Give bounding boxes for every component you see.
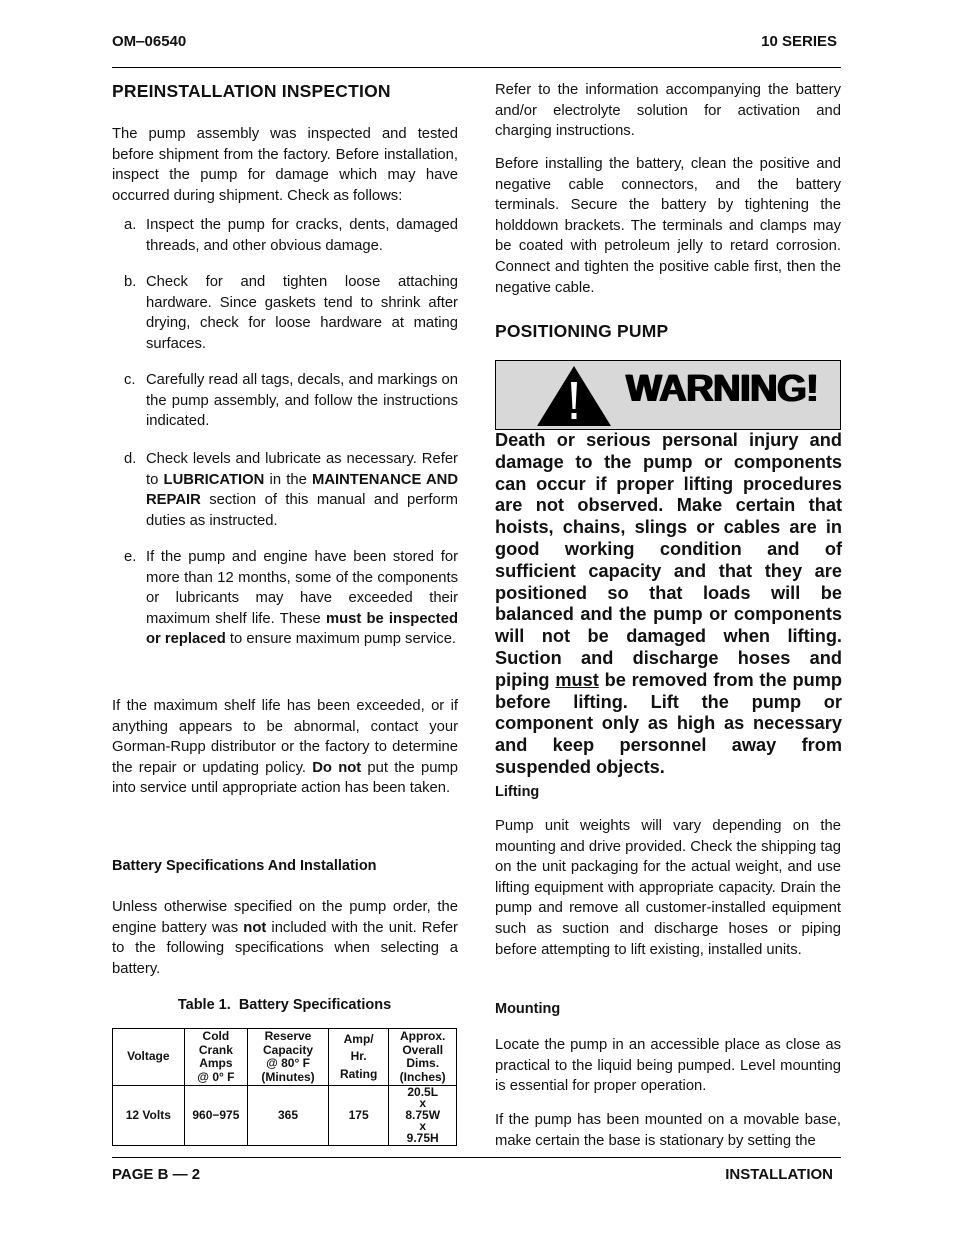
lifting-heading: Lifting — [495, 784, 540, 800]
battery-heading: Battery Specifications And Installation — [112, 858, 377, 874]
maintenance-ref: MAINTENANCE AND REPAIR — [146, 471, 459, 509]
list-text: Check levels and lubricate as necessary. Refer to — [146, 451, 458, 488]
footer-rule — [112, 1157, 841, 1158]
shelf-life-paragraph — [112, 696, 458, 799]
battery-text: included with the unit. Refer to the following specifications when selecting a battery. — [112, 919, 458, 977]
header-text: Approx. — [400, 1029, 446, 1043]
list-text: Carefully read all tags, decals, and markings on the pump assembly, and follow the instructions indicated. — [146, 372, 458, 430]
list-text: section of this manual and perform duties as instructed. — [146, 492, 458, 529]
doc-number: OM‒06540 — [112, 33, 187, 50]
list-text: If the pump and engine have been stored for more than 12 months, some of the components or lubricants may have exceeded their maximum shelf life. These — [146, 549, 458, 627]
mounting-paragraph-1: Locate the pump in an accessible place as close as practical to the liquid being pumped. Level mounting is essential for proper operation. — [495, 1037, 841, 1095]
warning-must: must — [555, 669, 599, 690]
header-voltage-text: Voltage — [127, 1049, 170, 1064]
warning-body: Death or serious personal injury and damage to the pump or components can occur if proper lifting procedures are not observed. Make certain that hoists, chains, slings or cables are in good working condition and of sufficient capacity and that they are positioned so that loads will be balanced and the pump or components will not be damaged when lifting. Suction and discharge hoses and piping — [495, 430, 842, 690]
list-marker: a. — [124, 217, 137, 233]
shelf-text: put the pump into service until appropriate action has been taken. — [112, 759, 458, 797]
series-label: 10 SERIES — [761, 33, 837, 50]
warning-banner — [495, 360, 841, 430]
list-item-e — [124, 547, 458, 650]
header-text: Dims. — [406, 1056, 440, 1070]
shelf-text: If the maximum shelf life has been exceeded, or if anything appears to be abnormal, contact your Gorman-Rupp distributor or the factory to determine the repair or updating policy. — [112, 698, 458, 776]
header-cca — [184, 1029, 248, 1086]
list-item-a — [124, 215, 458, 256]
header-reserve — [248, 1029, 329, 1086]
cell-dims — [389, 1086, 457, 1146]
list-text: Check for and tighten loose attaching hardware. Since gaskets tend to shrink after drying, check for loose hardware at mating surfaces. — [146, 274, 458, 352]
cell-text: 12 Volts — [125, 1107, 171, 1122]
cell-text: x — [419, 1119, 427, 1134]
header-text: Reserve — [264, 1029, 312, 1043]
do-not-text: Do not — [312, 759, 362, 776]
header-text: Hr. — [350, 1049, 367, 1064]
cell-text: 175 — [348, 1107, 369, 1122]
list-item-d — [124, 449, 459, 531]
battery-text: Unless otherwise specified on the pump order, the engine battery was — [112, 899, 458, 936]
not-text: not — [243, 919, 267, 936]
header-text: (Inches) — [399, 1069, 446, 1084]
list-text: Inspect the pump for cracks, dents, damaged threads, and other obvious damage. — [146, 217, 458, 254]
header-amp-hr — [328, 1029, 389, 1086]
list-marker: b. — [124, 274, 137, 290]
battery-info-1: Refer to the information accompanying the battery and/or electrolyte solution for activation and charging instructions. — [495, 82, 841, 140]
list-text: in the — [264, 471, 312, 488]
lifting-paragraph: Pump unit weights will vary depending on the mounting and drive provided. Check the shipping tag on the unit packaging for the actual weight, and use lifting equipment with appropriate capacity. Drain the pump and remove all customer-installed equipment such as suction and discharge hoses or piping before attempting to lift existing, installed units. — [495, 818, 841, 958]
header-text: @ 80° F — [266, 1056, 310, 1070]
header-text: Rating — [339, 1066, 378, 1081]
battery-paragraph — [112, 897, 458, 979]
list-marker: e. — [124, 549, 137, 565]
table-header-row — [113, 1029, 457, 1086]
header-text: Overall — [402, 1042, 444, 1057]
cell-text: 20.5L — [407, 1084, 439, 1099]
list-marker: c. — [124, 372, 136, 388]
mounting-heading: Mounting — [495, 1001, 561, 1017]
table-caption: Table 1. Battery Specifications — [177, 997, 392, 1013]
preinstallation-heading: PREINSTALLATION INSPECTION — [112, 81, 391, 101]
list-item-c — [124, 370, 458, 432]
header-text: (Minutes) — [261, 1069, 315, 1084]
cell-text: x — [419, 1096, 427, 1111]
page-number: PAGE B — 2 — [112, 1166, 201, 1183]
cell-text: 8.75W — [405, 1107, 441, 1122]
warning-body: be removed from the pump before lifting. Lift the pump or component only as high as necessary and keep personnel away from suspended objects. — [495, 669, 842, 777]
lubrication-ref: LUBRICATION — [163, 471, 265, 488]
cell-amp-hr — [328, 1086, 389, 1146]
list-item-b — [124, 272, 458, 354]
cell-text: 960−975 — [192, 1107, 240, 1122]
cell-reserve — [248, 1086, 329, 1146]
list-marker: d. — [124, 451, 137, 467]
section-label: INSTALLATION — [725, 1166, 833, 1183]
warning-text — [495, 430, 842, 779]
header-text: Cold — [202, 1029, 230, 1043]
cell-text: 9.75H — [406, 1130, 439, 1145]
table-row — [113, 1086, 457, 1146]
header-text: Amps — [199, 1056, 233, 1070]
preinstallation-intro: The pump assembly was inspected and tested before shipment from the factory. Before installation, inspect the pump for damage which may have occurred during shipment. Check as follows: — [112, 126, 458, 204]
positioning-heading: POSITIONING PUMP — [495, 321, 669, 341]
header-text: Crank — [198, 1042, 233, 1057]
warning-label: WARNING! — [626, 368, 819, 410]
header-text: Capacity — [262, 1042, 314, 1057]
must-inspect-text: must be inspected or replaced — [146, 610, 458, 648]
header-voltage — [113, 1029, 185, 1086]
list-text: to ensure maximum pump service. — [225, 631, 457, 648]
battery-spec-table — [112, 1028, 457, 1146]
battery-info-2: Before installing the battery, clean the positive and negative cable connectors, and the battery terminals. Secure the battery by tightening the holddown brackets. The terminals and clamps may be coated with petroleum jelly to retard corrosion. Connect and tighten the positive cable first, then the negative cable. — [495, 156, 841, 296]
warning-triangle-icon — [536, 365, 612, 427]
header-dims — [389, 1029, 457, 1086]
header-text: @ 0° F — [197, 1069, 235, 1084]
mounting-paragraph-2: If the pump has been mounted on a movable base, make certain the base is stationary by setting the — [495, 1112, 841, 1149]
cell-cca — [184, 1086, 248, 1146]
header-text: Amp/ — [343, 1031, 374, 1046]
cell-text: 365 — [277, 1107, 299, 1122]
cell-voltage — [113, 1086, 185, 1146]
header-rule — [112, 67, 841, 68]
